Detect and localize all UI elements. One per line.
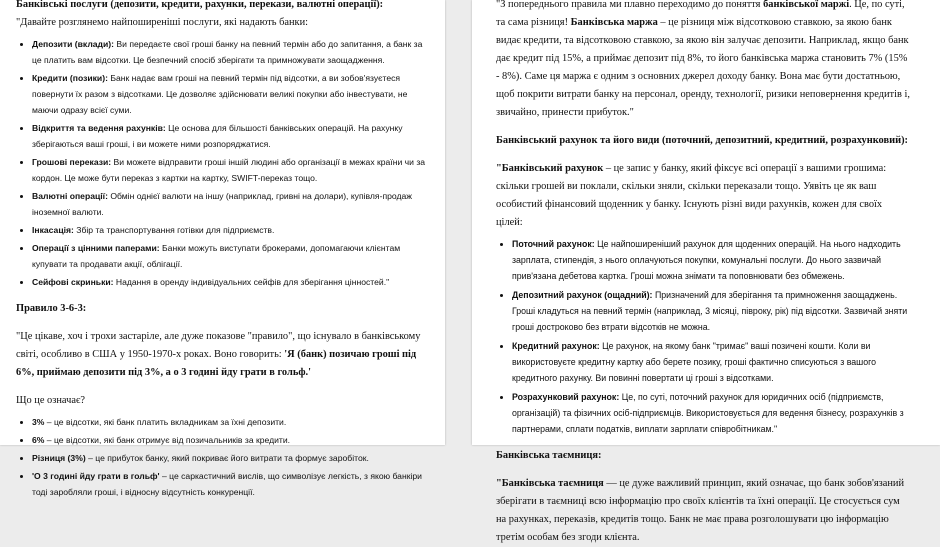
- page-left-content: [16, 0, 426, 502]
- list-item: • Різниця (3%) – це прибуток банку, який покриває його витрати та формує заробіток.: [32, 450, 426, 466]
- list-item: • 6% – це відсотки, які банк отримує від позичальників за кредити.: [32, 432, 426, 448]
- list-item: • 3% – це відсотки, які банк платить вкладникам за їхні депозити.: [32, 414, 426, 430]
- document-page-left: [0, 0, 445, 497]
- secrecy-heading: Банківська таємниця:: [496, 450, 602, 461]
- rule-quote: 'Я (банк) позичаю гроші під 6%, приймаю депозити під 3%, а о 3 годині йду грати в гольф.': [16, 349, 417, 378]
- list-item: • Відкриття та ведення рахунків: Це основа для більшості банківських операцій. На рахунку зберігаються ваші гроші, і ви можете ними розпоряджатися.: [32, 120, 426, 152]
- list-item: • 'О 3 годині йду грати в гольф' – це саркастичний вислів, що символізує легкість, з якою банкіри тоді заробляли гроші, і відносну відсутність конкуренції.: [32, 468, 426, 500]
- list-item: • Валютні операції: Обмін однієї валюти на іншу (наприклад, гривні на долари), купівля-продаж іноземної валюти.: [32, 188, 426, 220]
- list-item: • Інкасація: Збір та транспортування готівки для підприємств.: [32, 222, 426, 238]
- rule-heading: Правило 3-6-3:: [16, 303, 87, 314]
- secrecy-paragraph: "Банківська таємниця — це дуже важливий принцип, який означає, що банк зобов'язаний зберігати в таємниці всю інформацію про своїх клієнтів та їхні операції. Це стосується сум на рахунках, переказів, кредитів тощо. Банк не має права розголошувати цю інформацію третім особам без згоди клієнта.: [496, 478, 905, 543]
- accounts-paragraph: "Банківський рахунок – це запис у банку, який фіксує всі операції з вашими грошима: скільки грошей ви поклали, скільки зняли, скільки переказали тощо. Уявіть це як ваш особистий фінансовий щоденник у банку. Існують різні види рахунків, кожен для своїх цілей:: [496, 163, 887, 228]
- list-item: • Депозити (вклади): Ви передаєте свої гроші банку на певний термін або до запитання, а банк за це платить вам відсотки. Це безпечний спосіб зберігати та примножувати заощадження.: [32, 36, 426, 68]
- meaning-list: [16, 414, 426, 500]
- list-item: • Кредитний рахунок: Це рахунок, на якому банк "тримає" ваші позичені кошти. Коли ви використовуєте кредитну картку або берете позику, гроші фактично списуються з вашого кредитного рахунку. Ви повинні повертати ці гроші з відсотками.: [512, 338, 911, 386]
- meaning-question: Що це означає?: [16, 395, 86, 406]
- accounts-list: [496, 236, 911, 437]
- list-item: • Грошові перекази: Ви можете відправити гроші іншій людині або організації в межах країни чи за кордон. Це може бути переказ з картки на картку, SWIFT-переказ тощо.: [32, 154, 426, 186]
- list-item: • Розрахунковий рахунок: Це, по суті, поточний рахунок для юридичних осіб (підприємств, організацій) та фізичних осіб-підприємців. Використовується для ведення бізнесу, розрахунків з партнерами, сплати податків, виплати зарплати співробітникам.": [512, 389, 911, 437]
- list-item: • Операції з цінними паперами: Банки можуть виступати брокерами, допомагаючи клієнтам купувати та продавати акції, облігації.: [32, 240, 426, 272]
- document-page-right: [472, 0, 940, 543]
- margin-paragraph: "З попереднього правила ми плавно переходимо до поняття банківської маржі. Це, по суті, та сама різниця! Банківська маржа – це різниця між відсотковою ставкою, за якою банк видає кредити, та відсотковою ставкою, за якою він залучає депозити. Наприклад, якщо банк дає кредит під 15%, а приймає депозит під 8%, то його банківська маржа становить 7% (15% - 8%). Саме ця маржа є одним з основних джерел доходу банку. Вона має бути достатньою, щоб покрити витрати банку на персонал, оренду, технології, ризики неповернення кредитів і, звичайно, принести прибуток.": [496, 0, 910, 118]
- page-right-content: [496, 0, 911, 547]
- rule-paragraph: "Це цікаве, хоч і трохи застаріле, але дуже показове "правило", що існувало в банківському світі, особливо в США у 1950-1970-х роках. Воно говорить: 'Я (банк) позичаю гроші під 6%, приймаю депозити під 3%, а о 3 годині йду грати в гольф.': [16, 331, 421, 378]
- services-list: [16, 36, 426, 290]
- list-item: • Кредити (позики): Банк надає вам гроші на певний термін під відсотки, а ви зобов'язуєтеся повернути їх разом з відсотками. Це дозволяє здійснювати великі покупки або інвестувати, не маючи одразу всієї суми.: [32, 70, 426, 118]
- services-intro: "Давайте розглянемо найпоширеніші послуги, які надають банки:: [16, 17, 309, 28]
- secrecy-term: "Банківська таємниця: [496, 478, 604, 489]
- accounts-heading: Банківський рахунок та його види (поточний, депозитний, кредитний, розрахунковий):: [496, 135, 908, 146]
- list-item: • Поточний рахунок: Це найпоширеніший рахунок для щоденних операцій. На нього надходить зарплата, стипендія, з нього оплачуються покупки, комунальні послуги. До нього зазвичай прив'язана дебетова картка. Гроші можна знімати та поповнювати без обмежень.: [512, 236, 911, 284]
- list-item: • Депозитний рахунок (ощадний): Призначений для зберігання та примноження заощаджень. Гроші кладуться на певний термін (наприклад, 3 місяці, півроку, рік) під відсотки. Зазвичай зняти гроші достроково без втрати відсотків не можна.: [512, 287, 911, 335]
- accounts-term: "Банківський рахунок: [496, 163, 604, 174]
- section-heading-services: Банківські послуги (депозити, кредити, рахунки, перекази, валютні операції):: [16, 0, 384, 10]
- list-item: • Сейфові скриньки: Надання в оренду індивідуальних сейфів для зберігання цінностей.": [32, 274, 426, 290]
- margin-term: Банківська маржа: [570, 17, 658, 28]
